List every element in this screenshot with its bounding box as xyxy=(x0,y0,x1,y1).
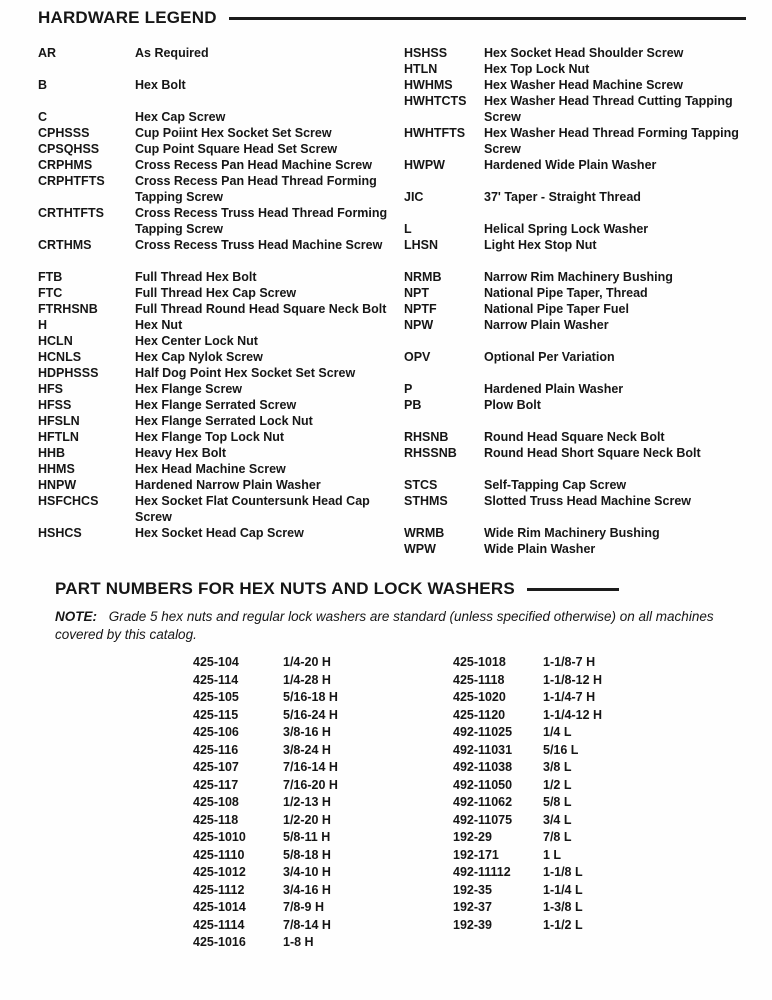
part-row xyxy=(193,794,453,812)
abbreviation: HFTLN xyxy=(38,430,79,444)
definition: National Pipe Taper Fuel xyxy=(484,302,629,316)
definition: Narrow Plain Washer xyxy=(484,318,609,332)
header-rule xyxy=(229,17,746,20)
abbreviation: JIC xyxy=(404,190,424,204)
legend-entry xyxy=(404,93,772,125)
legend-entry xyxy=(38,445,404,461)
note-text: Grade 5 hex nuts and regular lock washers are standard (unless specified otherwise) on all machines covered by this catalog. xyxy=(55,609,714,642)
legend-entry xyxy=(38,141,404,157)
definition: Optional Per Variation xyxy=(484,350,615,364)
definition: Full Thread Hex Bolt xyxy=(135,270,257,284)
legend-entry xyxy=(404,349,772,365)
part-number: 425-1114 xyxy=(193,917,245,932)
legend-entry xyxy=(404,61,772,77)
legend-column-left xyxy=(38,45,404,541)
legend-group xyxy=(404,381,772,413)
abbreviation: HWHTFTS xyxy=(404,126,466,140)
part-row xyxy=(453,829,713,847)
part-row xyxy=(453,724,713,742)
definition: Light Hex Stop Nut xyxy=(484,238,597,252)
part-row xyxy=(193,672,453,690)
part-row xyxy=(193,864,453,882)
part-number: 492-11031 xyxy=(453,742,513,757)
part-size: 7/8-14 H xyxy=(283,917,331,932)
definition: Hex Flange Screw xyxy=(135,382,242,396)
abbreviation: HTLN xyxy=(404,62,438,76)
legend-entry xyxy=(404,285,772,301)
abbreviation: LHSN xyxy=(404,238,439,252)
part-number: 425-115 xyxy=(193,707,239,722)
part-size: 1/4-20 H xyxy=(283,655,331,669)
part-row xyxy=(453,847,713,865)
part-row xyxy=(193,777,453,795)
abbreviation: HCLN xyxy=(38,334,73,348)
legend-entry xyxy=(38,157,404,173)
definition: Hardened Wide Plain Washer xyxy=(484,158,657,172)
part-row xyxy=(453,812,713,830)
part-size: 5/8 L xyxy=(543,795,572,809)
part-row xyxy=(193,917,453,935)
definition: Full Thread Hex Cap Screw xyxy=(135,286,297,300)
legend-entry xyxy=(404,301,772,317)
part-row xyxy=(193,689,453,707)
abbreviation: WRMB xyxy=(404,526,445,540)
definition: Hex Washer Head Thread Cutting Tapping Screw xyxy=(484,94,733,124)
abbreviation: HWHTCTS xyxy=(404,94,467,108)
part-size: 1-1/4 L xyxy=(543,882,583,897)
definition: Hex Cap Screw xyxy=(135,110,226,124)
part-row xyxy=(193,812,453,830)
abbreviation: HHB xyxy=(38,446,66,460)
part-number: 425-1110 xyxy=(193,847,245,862)
part-size: 7/8-9 H xyxy=(283,900,324,914)
legend-entry xyxy=(38,301,404,317)
definition: As Required xyxy=(135,46,209,60)
part-row xyxy=(453,777,713,795)
legend-entry xyxy=(404,541,772,557)
legend-entry xyxy=(38,237,404,253)
definition: Hex Flange Serrated Lock Nut xyxy=(135,414,313,428)
part-size: 1/2 L xyxy=(543,777,572,792)
legend-entry xyxy=(38,317,404,333)
hardware-legend-title: HARDWARE LEGEND xyxy=(38,8,217,27)
part-number: 425-106 xyxy=(193,725,239,739)
definition: Hex Socket Head Shoulder Screw xyxy=(484,46,684,60)
part-size: 5/16-24 H xyxy=(283,707,338,722)
part-size: 1-1/8-7 H xyxy=(543,655,596,669)
hardware-legend-header xyxy=(38,8,746,28)
part-number: 492-11075 xyxy=(453,812,513,827)
abbreviation: HNPW xyxy=(38,478,77,492)
part-row xyxy=(193,759,453,777)
part-row xyxy=(453,689,713,707)
abbreviation: FTC xyxy=(38,286,63,300)
legend-entry xyxy=(38,477,404,493)
abbreviation: HFS xyxy=(38,382,63,396)
part-size: 1/4-28 H xyxy=(283,672,331,687)
legend-entry xyxy=(404,397,772,413)
legend-entry xyxy=(38,77,404,93)
legend-group xyxy=(404,429,772,461)
definition: Heavy Hex Bolt xyxy=(135,446,227,460)
part-number: 425-1018 xyxy=(453,655,506,669)
definition: Wide Plain Washer xyxy=(484,542,596,556)
legend-entry xyxy=(404,493,772,509)
abbreviation: CRTHMS xyxy=(38,238,92,252)
part-size: 7/16-14 H xyxy=(283,760,338,774)
part-row xyxy=(453,794,713,812)
abbreviation: CRPHMS xyxy=(38,158,93,172)
definition: Helical Spring Lock Washer xyxy=(484,222,649,236)
definition: Wide Rim Machinery Bushing xyxy=(484,526,660,540)
legend-entry xyxy=(404,237,772,253)
part-number: 425-1120 xyxy=(453,707,506,722)
part-row xyxy=(193,899,453,917)
part-number: 425-118 xyxy=(193,812,239,827)
part-row xyxy=(453,654,713,672)
legend-entry xyxy=(38,429,404,445)
part-size: 5/8-11 H xyxy=(283,830,331,844)
definition: Hex Center Lock Nut xyxy=(135,334,258,348)
definition: Cross Recess Pan Head Machine Screw xyxy=(135,158,372,172)
part-row xyxy=(193,707,453,725)
legend-group xyxy=(38,109,404,253)
part-number: 492-11062 xyxy=(453,795,513,809)
note-label: NOTE: xyxy=(55,609,97,624)
part-number: 425-1014 xyxy=(193,900,246,914)
part-number: 425-114 xyxy=(193,672,239,687)
part-row xyxy=(193,742,453,760)
legend-group xyxy=(38,45,404,61)
abbreviation: OPV xyxy=(404,350,431,364)
legend-entry xyxy=(404,525,772,541)
abbreviation: PB xyxy=(404,398,422,412)
abbreviation: HWHMS xyxy=(404,78,453,92)
part-size: 5/16-18 H xyxy=(283,690,338,704)
part-row xyxy=(453,864,713,882)
part-size: 1/2-13 H xyxy=(283,795,331,809)
part-size: 7/8 L xyxy=(543,830,572,844)
legend-entry xyxy=(38,205,404,237)
legend-entry xyxy=(404,429,772,445)
legend-entry xyxy=(38,493,404,525)
part-number: 425-117 xyxy=(193,777,239,792)
part-number: 192-35 xyxy=(453,882,492,897)
header-rule xyxy=(527,588,619,591)
definition: Hex Washer Head Machine Screw xyxy=(484,78,683,92)
part-size: 1-3/8 L xyxy=(543,900,583,914)
definition: Hex Top Lock Nut xyxy=(484,62,590,76)
legend-entry xyxy=(38,333,404,349)
definition: Hex Head Machine Screw xyxy=(135,462,286,476)
legend-entry xyxy=(404,269,772,285)
definition: Plow Bolt xyxy=(484,398,541,412)
definition: Half Dog Point Hex Socket Set Screw xyxy=(135,366,356,380)
part-number: 492-11112 xyxy=(453,865,511,879)
definition: Cup Point Square Head Set Screw xyxy=(135,142,338,156)
part-numbers-table xyxy=(193,654,772,952)
legend-entry xyxy=(404,445,772,461)
definition: National Pipe Taper, Thread xyxy=(484,286,648,300)
legend-group xyxy=(404,189,772,205)
definition: Hex Socket Flat Countersunk Head Cap Screw xyxy=(135,494,370,524)
part-number: 192-37 xyxy=(453,900,492,914)
definition: Cross Recess Pan Head Thread Forming Tapping Screw xyxy=(135,174,377,204)
abbreviation: C xyxy=(38,110,48,124)
abbreviation: HCNLS xyxy=(38,350,82,364)
part-row xyxy=(453,707,713,725)
part-row xyxy=(193,724,453,742)
legend-entry xyxy=(38,125,404,141)
legend-group xyxy=(404,477,772,509)
abbreviation: HFSS xyxy=(38,398,72,412)
definition: Hex Washer Head Thread Forming Tapping Screw xyxy=(484,126,739,156)
part-number: 425-104 xyxy=(193,655,239,669)
legend-entry xyxy=(38,397,404,413)
part-size: 1/4 L xyxy=(543,725,572,739)
part-number: 425-116 xyxy=(193,742,239,757)
abbreviation: WPW xyxy=(404,542,436,556)
legend-entry xyxy=(38,525,404,541)
definition: Cross Recess Truss Head Machine Screw xyxy=(135,238,383,252)
legend-entry xyxy=(404,125,772,157)
legend-entry xyxy=(404,221,772,237)
part-number: 425-1012 xyxy=(193,865,246,879)
definition: Narrow Rim Machinery Bushing xyxy=(484,270,673,284)
definition: Hex Cap Nylok Screw xyxy=(135,350,263,364)
abbreviation: NRMB xyxy=(404,270,442,284)
part-row xyxy=(453,882,713,900)
part-number: 192-171 xyxy=(453,847,499,862)
part-row xyxy=(453,899,713,917)
part-size: 3/8-16 H xyxy=(283,725,331,739)
abbreviation: P xyxy=(404,382,413,396)
part-size: 1-1/2 L xyxy=(543,917,583,932)
part-numbers-header xyxy=(55,579,746,599)
part-size: 5/8-18 H xyxy=(283,847,331,862)
abbreviation: NPW xyxy=(404,318,434,332)
abbreviation: HSFCHCS xyxy=(38,494,99,508)
part-number: 425-1016 xyxy=(193,935,246,949)
abbreviation: B xyxy=(38,78,48,92)
abbreviation: HSHCS xyxy=(38,526,82,540)
part-row xyxy=(453,742,713,760)
legend-group xyxy=(38,77,404,93)
abbreviation: H xyxy=(38,318,48,332)
part-number: 492-11050 xyxy=(453,777,513,792)
part-size: 1-1/8 L xyxy=(543,865,583,879)
abbreviation: STHMS xyxy=(404,494,448,508)
abbreviation: HSHSS xyxy=(404,46,448,60)
part-row xyxy=(453,672,713,690)
abbreviation: HFSLN xyxy=(38,414,80,428)
legend-column-right xyxy=(404,45,772,557)
abbreviation: CPSQHSS xyxy=(38,142,100,156)
legend-entry xyxy=(38,173,404,205)
definition: Self-Tapping Cap Screw xyxy=(484,478,627,492)
abbreviation: NPTF xyxy=(404,302,437,316)
hardware-legend xyxy=(38,45,772,557)
part-numbers-title: PART NUMBERS FOR HEX NUTS AND LOCK WASHERS xyxy=(55,579,515,598)
part-row xyxy=(193,654,453,672)
part-size: 1-1/8-12 H xyxy=(543,672,603,687)
legend-entry xyxy=(38,45,404,61)
part-row xyxy=(193,934,453,952)
part-number: 425-1020 xyxy=(453,690,506,704)
parts-column-right xyxy=(453,654,713,934)
definition: Hex Nut xyxy=(135,318,183,332)
part-row xyxy=(453,917,713,935)
definition: Hardened Narrow Plain Washer xyxy=(135,478,321,492)
abbreviation: L xyxy=(404,222,412,236)
definition: Round Head Short Square Neck Bolt xyxy=(484,446,701,460)
abbreviation: AR xyxy=(38,46,57,60)
part-size: 1-1/4-12 H xyxy=(543,707,603,722)
part-number: 425-1118 xyxy=(453,672,505,687)
part-size: 1-1/4-7 H xyxy=(543,690,596,704)
note xyxy=(55,608,727,644)
legend-group xyxy=(38,269,404,541)
legend-entry xyxy=(38,381,404,397)
part-number: 425-105 xyxy=(193,690,239,704)
part-size: 3/4-10 H xyxy=(283,865,331,879)
abbreviation: HHMS xyxy=(38,462,75,476)
legend-entry xyxy=(38,461,404,477)
abbreviation: CRTHTFTS xyxy=(38,206,104,220)
abbreviation: HDPHSSS xyxy=(38,366,99,380)
part-number: 492-11025 xyxy=(453,725,513,739)
part-size: 3/8-24 H xyxy=(283,742,331,757)
legend-group xyxy=(404,269,772,333)
legend-entry xyxy=(38,413,404,429)
part-number: 425-108 xyxy=(193,795,239,809)
legend-entry xyxy=(404,317,772,333)
parts-column-left xyxy=(193,654,453,952)
definition: Slotted Truss Head Machine Screw xyxy=(484,494,692,508)
part-number: 425-1010 xyxy=(193,830,246,844)
legend-entry xyxy=(38,349,404,365)
part-number: 492-11038 xyxy=(453,760,513,774)
part-row xyxy=(453,759,713,777)
legend-entry xyxy=(38,269,404,285)
legend-group xyxy=(404,349,772,365)
abbreviation: RHSSNB xyxy=(404,446,457,460)
part-row xyxy=(193,847,453,865)
part-size: 1-8 H xyxy=(283,935,314,949)
legend-group xyxy=(404,45,772,173)
part-number: 192-39 xyxy=(453,917,492,932)
legend-entry xyxy=(38,365,404,381)
legend-entry xyxy=(404,157,772,173)
legend-entry xyxy=(404,77,772,93)
part-row xyxy=(193,882,453,900)
abbreviation: STCS xyxy=(404,478,438,492)
definition: Full Thread Round Head Square Neck Bolt xyxy=(135,302,387,316)
abbreviation: CRPHTFTS xyxy=(38,174,105,188)
part-size: 5/16 L xyxy=(543,742,579,757)
legend-entry xyxy=(404,45,772,61)
legend-entry xyxy=(404,477,772,493)
legend-entry xyxy=(404,381,772,397)
part-size: 3/4-16 H xyxy=(283,882,331,897)
part-size: 7/16-20 H xyxy=(283,777,338,792)
definition: Hex Flange Top Lock Nut xyxy=(135,430,285,444)
legend-group xyxy=(404,221,772,253)
definition: 37' Taper - Straight Thread xyxy=(484,190,641,204)
definition: Round Head Square Neck Bolt xyxy=(484,430,665,444)
part-size: 3/4 L xyxy=(543,812,572,827)
legend-entry xyxy=(38,285,404,301)
part-size: 3/8 L xyxy=(543,760,572,774)
part-size: 1 L xyxy=(543,847,562,862)
abbreviation: FTB xyxy=(38,270,63,284)
part-number: 425-107 xyxy=(193,760,239,774)
definition: Cross Recess Truss Head Thread Forming Tapping Screw xyxy=(135,206,388,236)
abbreviation: HWPW xyxy=(404,158,445,172)
part-row xyxy=(193,829,453,847)
part-number: 425-1112 xyxy=(193,882,245,897)
abbreviation: FTRHSNB xyxy=(38,302,98,316)
part-number: 192-29 xyxy=(453,830,492,844)
definition: Hardened Plain Washer xyxy=(484,382,624,396)
definition: Hex Bolt xyxy=(135,78,186,92)
legend-entry xyxy=(38,109,404,125)
abbreviation: RHSNB xyxy=(404,430,449,444)
legend-entry xyxy=(404,189,772,205)
definition: Hex Socket Head Cap Screw xyxy=(135,526,304,540)
abbreviation: NPT xyxy=(404,286,429,300)
definition: Cup Poiint Hex Socket Set Screw xyxy=(135,126,332,140)
abbreviation: CPHSSS xyxy=(38,126,90,140)
legend-group xyxy=(404,525,772,557)
part-size: 1/2-20 H xyxy=(283,812,331,827)
definition: Hex Flange Serrated Screw xyxy=(135,398,297,412)
